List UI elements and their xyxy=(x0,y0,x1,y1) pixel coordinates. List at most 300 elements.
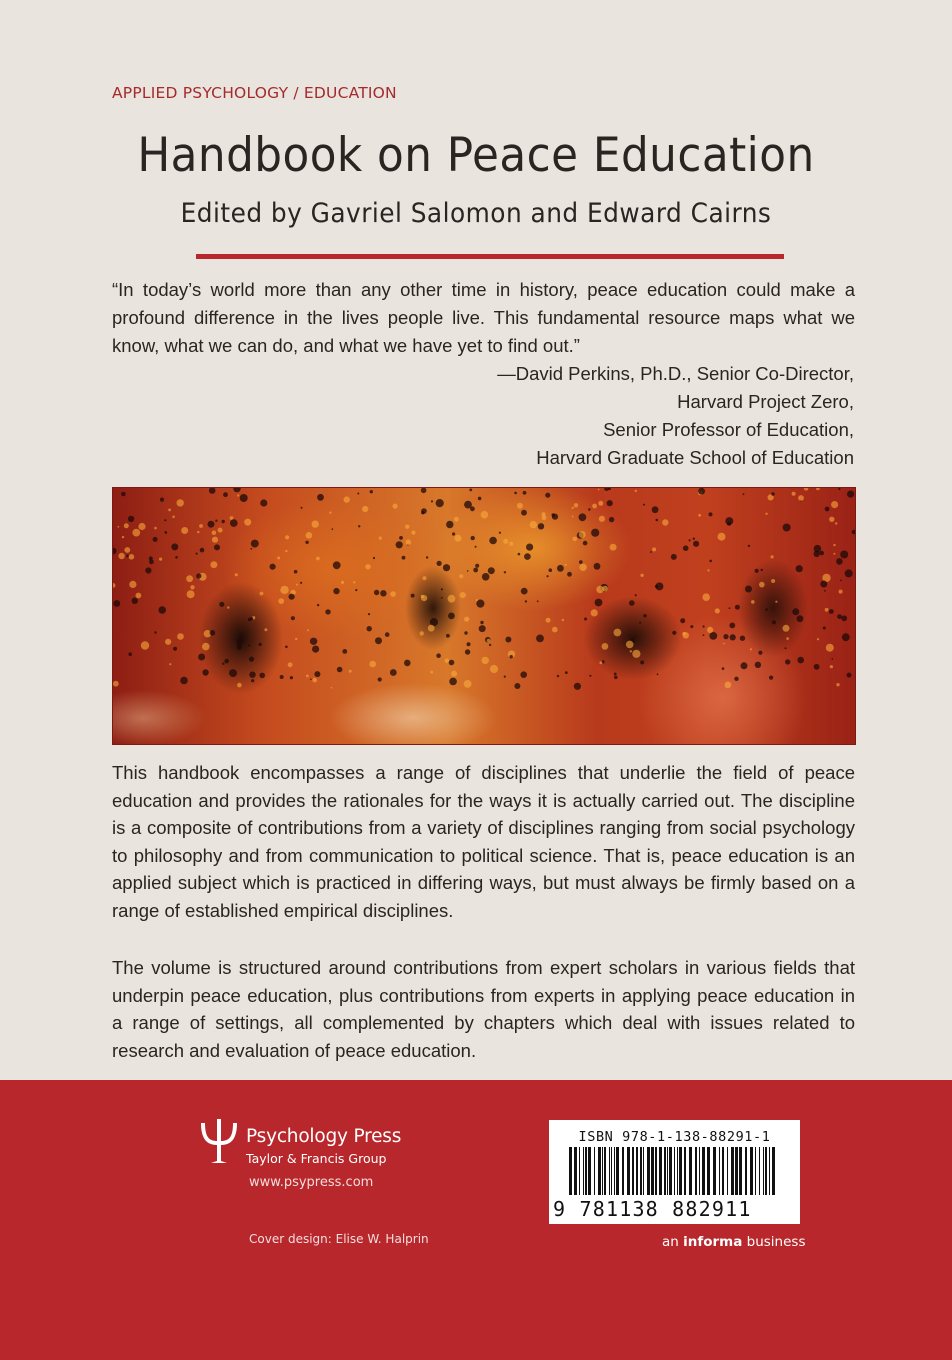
barcode-bar xyxy=(731,1147,734,1195)
texture-speck xyxy=(703,634,705,636)
texture-speck xyxy=(792,492,796,496)
texture-speck xyxy=(223,492,228,497)
texture-speck xyxy=(503,539,508,544)
texture-speck xyxy=(464,501,472,509)
texture-speck xyxy=(524,553,531,560)
texture-speck xyxy=(310,638,317,645)
texture-speck xyxy=(421,488,427,493)
texture-speck xyxy=(441,597,443,599)
endorsement-attribution xyxy=(497,360,854,472)
texture-speck xyxy=(832,658,834,660)
texture-speck xyxy=(317,494,324,501)
barcode-bar xyxy=(579,1147,580,1195)
barcode-bar xyxy=(611,1147,612,1195)
texture-speck xyxy=(798,495,804,501)
texture-speck xyxy=(385,632,390,637)
informa-prefix: an xyxy=(662,1234,684,1250)
texture-speck xyxy=(248,644,250,646)
texture-speck xyxy=(190,585,194,589)
texture-speck xyxy=(693,541,699,547)
texture-speck xyxy=(549,568,553,572)
texture-speck xyxy=(259,673,265,679)
texture-speck xyxy=(709,512,713,516)
texture-speck xyxy=(547,575,549,577)
texture-speck xyxy=(428,625,435,632)
texture-speck xyxy=(761,569,763,571)
texture-speck xyxy=(598,501,603,506)
texture-speck xyxy=(448,613,455,620)
texture-speck xyxy=(682,632,685,635)
texture-speck xyxy=(426,556,428,558)
texture-speck xyxy=(836,683,839,686)
texture-speck xyxy=(783,524,791,532)
book-title: Handbook on Peace Education xyxy=(137,128,815,183)
publisher-name: Psychology Press xyxy=(246,1126,402,1147)
texture-speck xyxy=(604,488,609,491)
texture-speck xyxy=(259,643,262,646)
texture-speck xyxy=(510,655,513,658)
texture-speck xyxy=(181,527,188,534)
texture-speck xyxy=(723,634,728,639)
texture-speck xyxy=(573,537,578,542)
texture-speck xyxy=(310,679,312,681)
barcode-bar xyxy=(588,1147,591,1195)
texture-speck xyxy=(132,529,140,537)
texture-speck xyxy=(280,586,288,594)
texture-speck xyxy=(562,619,564,621)
texture-speck xyxy=(702,593,710,601)
texture-speck xyxy=(785,647,787,649)
texture-speck xyxy=(718,533,726,541)
texture-speck xyxy=(375,637,382,644)
texture-speck xyxy=(294,570,298,574)
texture-speck xyxy=(118,553,124,559)
category-label: APPLIED PSYCHOLOGY / EDUCATION xyxy=(112,84,397,102)
texture-speck xyxy=(725,517,733,525)
texture-speck xyxy=(396,541,403,548)
texture-speck xyxy=(285,535,289,539)
texture-speck xyxy=(289,594,295,600)
texture-speck xyxy=(796,565,803,572)
texture-speck xyxy=(333,561,341,569)
texture-speck xyxy=(579,564,586,571)
texture-speck xyxy=(816,488,820,490)
texture-speck xyxy=(215,520,217,522)
texture-speck xyxy=(202,643,210,651)
texture-speck xyxy=(823,627,826,630)
barcode-bar xyxy=(598,1147,601,1195)
texture-speck xyxy=(599,516,605,522)
texture-speck xyxy=(369,661,376,668)
texture-speck xyxy=(579,513,587,521)
texture-speck xyxy=(783,625,790,632)
texture-speck xyxy=(602,643,609,650)
texture-speck xyxy=(609,517,614,522)
texture-speck xyxy=(671,554,677,560)
texture-speck xyxy=(128,652,132,656)
texture-speck xyxy=(504,676,506,678)
texture-speck xyxy=(436,499,444,507)
texture-speck xyxy=(630,650,632,652)
texture-speck xyxy=(154,527,157,530)
texture-speck xyxy=(546,618,551,623)
texture-speck xyxy=(707,569,709,571)
texture-speck xyxy=(652,506,659,513)
texture-speck xyxy=(574,683,581,690)
texture-speck xyxy=(771,579,775,583)
barcode-bar xyxy=(745,1147,747,1195)
texture-speck xyxy=(459,574,463,578)
texture-speck xyxy=(312,678,317,683)
texture-speck xyxy=(745,586,752,593)
barcode-bar xyxy=(699,1147,700,1195)
texture-speck xyxy=(177,633,184,640)
texture-speck xyxy=(454,517,459,522)
texture-speck xyxy=(411,594,415,598)
texture-speck xyxy=(421,595,424,598)
texture-speck xyxy=(572,516,574,518)
barcode-bar xyxy=(585,1147,587,1195)
barcode-bar xyxy=(739,1147,742,1195)
texture-speck xyxy=(277,557,280,560)
texture-speck xyxy=(441,588,443,590)
texture-speck xyxy=(765,513,767,515)
texture-speck xyxy=(740,636,745,641)
texture-speck xyxy=(819,551,824,556)
texture-speck xyxy=(430,671,433,674)
texture-speck xyxy=(698,514,701,517)
texture-speck xyxy=(236,639,243,646)
texture-speck xyxy=(448,595,456,603)
texture-speck xyxy=(750,648,752,650)
texture-speck xyxy=(814,664,820,670)
texture-speck xyxy=(690,625,693,628)
barcode-bar xyxy=(669,1147,672,1195)
texture-speck xyxy=(635,490,637,492)
barcode-bar xyxy=(677,1147,678,1195)
barcode-bar xyxy=(655,1147,657,1195)
texture-speck xyxy=(249,672,255,678)
texture-speck xyxy=(202,669,208,675)
texture-speck xyxy=(402,556,406,560)
texture-speck xyxy=(378,677,382,681)
texture-speck xyxy=(607,500,613,506)
texture-speck xyxy=(530,521,537,528)
texture-speck xyxy=(656,519,659,522)
texture-speck xyxy=(839,590,843,594)
texture-speck xyxy=(373,557,375,559)
texture-speck xyxy=(552,627,558,633)
texture-speck xyxy=(755,569,759,573)
texture-speck xyxy=(722,667,725,670)
texture-speck xyxy=(525,600,527,602)
texture-speck xyxy=(797,657,804,664)
barcode-bar xyxy=(702,1147,705,1195)
texture-speck xyxy=(237,494,239,496)
texture-speck xyxy=(210,630,216,636)
texture-speck xyxy=(836,558,843,565)
texture-speck xyxy=(380,590,386,596)
texture-speck xyxy=(124,547,130,553)
texture-speck xyxy=(113,600,120,607)
texture-speck xyxy=(357,493,359,495)
texture-speck xyxy=(244,519,251,526)
texture-speck xyxy=(431,500,433,502)
texture-speck xyxy=(820,581,827,588)
barcode-bar xyxy=(719,1147,720,1195)
texture-speck xyxy=(301,507,303,509)
texture-speck xyxy=(305,541,308,544)
barcode-bar xyxy=(594,1147,595,1195)
texture-speck xyxy=(520,671,527,678)
texture-speck xyxy=(478,497,482,501)
texture-speck xyxy=(233,488,240,492)
texture-speck xyxy=(538,523,544,529)
texture-speck xyxy=(703,625,705,627)
texture-speck xyxy=(482,657,489,664)
title-divider xyxy=(196,254,784,259)
barcode-bar xyxy=(765,1147,767,1195)
texture-speck xyxy=(168,509,171,512)
texture-speck xyxy=(824,590,826,592)
barcode-bar xyxy=(735,1147,738,1195)
texture-speck xyxy=(145,567,151,573)
barcode-bar xyxy=(569,1147,572,1195)
barcode-bar xyxy=(604,1147,606,1195)
texture-speck xyxy=(117,526,119,528)
texture-speck xyxy=(399,536,403,540)
texture-speck xyxy=(845,569,853,577)
informa-brand: informa xyxy=(683,1234,743,1250)
texture-speck xyxy=(153,537,158,542)
texture-speck xyxy=(825,507,830,512)
barcode-bar xyxy=(609,1147,610,1195)
texture-speck xyxy=(159,558,162,561)
texture-speck xyxy=(567,572,572,577)
texture-speck xyxy=(792,608,799,615)
texture-speck xyxy=(368,613,370,615)
texture-speck xyxy=(509,542,513,546)
barcode-bar xyxy=(640,1147,642,1195)
texture-speck xyxy=(584,618,587,621)
texture-speck xyxy=(743,493,745,495)
texture-speck xyxy=(814,551,820,557)
texture-speck xyxy=(306,532,313,539)
publisher-url[interactable]: www.psypress.com xyxy=(249,1175,374,1190)
texture-speck xyxy=(565,671,568,674)
texture-speck xyxy=(610,544,617,551)
texture-speck xyxy=(541,512,545,516)
barcode-bar xyxy=(627,1147,630,1195)
texture-speck xyxy=(842,633,850,641)
barcode-bar xyxy=(622,1147,624,1195)
barcode-bar xyxy=(659,1147,662,1195)
texture-speck xyxy=(212,531,217,536)
barcode-bars xyxy=(569,1147,780,1197)
texture-speck xyxy=(514,492,517,495)
texture-speck xyxy=(358,525,360,527)
texture-speck xyxy=(171,543,178,550)
barcode-bar xyxy=(667,1147,668,1195)
texture-speck xyxy=(405,525,409,529)
texture-speck xyxy=(367,626,372,631)
texture-speck xyxy=(411,531,415,535)
publisher-group: Taylor & Francis Group xyxy=(246,1151,387,1166)
texture-speck xyxy=(680,618,685,623)
texture-speck xyxy=(833,553,835,555)
texture-speck xyxy=(481,511,489,519)
texture-speck xyxy=(198,654,205,661)
texture-speck xyxy=(709,632,717,640)
texture-speck xyxy=(237,683,242,688)
texture-speck xyxy=(227,606,229,608)
texture-speck xyxy=(479,625,486,632)
texture-speck xyxy=(446,634,450,638)
texture-speck xyxy=(833,544,835,546)
texture-speck xyxy=(588,508,590,510)
texture-speck xyxy=(772,620,776,624)
texture-speck xyxy=(785,659,790,664)
texture-speck xyxy=(374,590,379,595)
texture-speck xyxy=(595,599,603,607)
texture-speck xyxy=(591,609,598,616)
texture-speck xyxy=(505,637,511,643)
informa-tagline xyxy=(662,1234,806,1250)
texture-speck xyxy=(545,493,550,498)
texture-speck xyxy=(422,576,426,580)
texture-speck xyxy=(173,647,177,651)
texture-speck xyxy=(154,631,156,633)
barcode-bar xyxy=(713,1147,716,1195)
texture-speck xyxy=(230,516,234,520)
texture-speck xyxy=(172,516,175,519)
texture-speck xyxy=(471,536,475,540)
texture-speck xyxy=(250,617,253,620)
texture-speck xyxy=(280,675,284,679)
texture-speck xyxy=(136,593,142,599)
texture-speck xyxy=(672,631,676,635)
texture-speck xyxy=(650,551,652,553)
texture-speck xyxy=(729,607,731,609)
texture-speck xyxy=(526,544,533,551)
barcode-bar xyxy=(674,1147,675,1195)
informa-suffix: business xyxy=(742,1234,806,1250)
texture-speck xyxy=(349,670,352,673)
texture-speck xyxy=(307,629,309,631)
texture-speck xyxy=(251,679,254,682)
texture-speck xyxy=(499,532,501,534)
texture-speck xyxy=(643,614,646,617)
texture-speck xyxy=(316,557,320,561)
texture-speck xyxy=(355,589,357,591)
texture-speck xyxy=(852,530,855,534)
attribution-line: —David Perkins, Ph.D., Senior Co-Director, xyxy=(497,363,854,384)
texture-speck xyxy=(640,660,644,664)
texture-speck xyxy=(488,567,495,574)
texture-speck xyxy=(451,671,457,677)
texture-speck xyxy=(149,556,153,560)
texture-speck xyxy=(278,598,284,604)
texture-speck xyxy=(698,488,705,495)
texture-speck xyxy=(817,638,819,640)
texture-speck xyxy=(436,653,441,658)
texture-speck xyxy=(342,649,347,654)
barcode-bar xyxy=(664,1147,666,1195)
texture-speck xyxy=(186,575,193,582)
texture-speck xyxy=(837,614,842,619)
texture-speck xyxy=(449,678,457,686)
texture-speck xyxy=(589,675,591,677)
texture-speck xyxy=(312,520,319,527)
texture-speck xyxy=(751,600,755,604)
texture-speck xyxy=(249,657,254,662)
texture-speck xyxy=(765,608,768,611)
texture-speck xyxy=(296,584,298,586)
texture-speck xyxy=(683,545,689,551)
texture-speck xyxy=(353,581,355,583)
texture-speck xyxy=(504,571,506,573)
texture-speck xyxy=(755,662,761,668)
texture-speck xyxy=(464,631,467,634)
texture-speck xyxy=(209,488,216,494)
barcode-bar xyxy=(707,1147,710,1195)
barcode-bar xyxy=(602,1147,603,1195)
texture-speck xyxy=(300,582,302,584)
texture-speck xyxy=(829,517,834,522)
texture-speck xyxy=(467,570,469,572)
texture-speck xyxy=(598,489,600,491)
texture-speck xyxy=(734,677,738,681)
texture-speck xyxy=(420,631,424,635)
texture-speck xyxy=(775,601,777,603)
texture-speck xyxy=(602,586,608,592)
texture-speck xyxy=(521,510,527,516)
texture-speck xyxy=(295,638,297,640)
texture-speck xyxy=(158,606,166,614)
texture-speck xyxy=(652,547,656,551)
texture-speck xyxy=(599,661,602,664)
texture-speck xyxy=(129,581,136,588)
attribution-line: Harvard Graduate School of Education xyxy=(536,447,854,468)
barcode-bar xyxy=(684,1147,686,1195)
texture-speck xyxy=(445,659,450,664)
texture-speck xyxy=(536,635,544,643)
texture-speck xyxy=(331,687,333,689)
texture-speck xyxy=(160,498,164,502)
barcode-bar xyxy=(695,1147,697,1195)
texture-speck xyxy=(219,602,224,607)
footer-band xyxy=(0,1080,952,1360)
texture-speck xyxy=(473,568,478,573)
texture-speck xyxy=(175,556,178,559)
texture-speck xyxy=(314,671,320,677)
barcode-bar xyxy=(647,1147,650,1195)
barcode-bar xyxy=(636,1147,638,1195)
texture-speck xyxy=(557,565,564,572)
texture-speck xyxy=(333,588,339,594)
texture-speck xyxy=(113,681,119,687)
texture-speck xyxy=(200,548,205,553)
texture-speck xyxy=(572,507,574,509)
texture-speck xyxy=(126,555,129,558)
texture-speck xyxy=(129,554,135,560)
texture-speck xyxy=(199,524,203,528)
texture-speck xyxy=(230,519,238,527)
barcode-bar xyxy=(651,1147,654,1195)
texture-speck xyxy=(455,535,462,542)
texture-speck xyxy=(735,605,740,610)
texture-speck xyxy=(475,564,479,568)
